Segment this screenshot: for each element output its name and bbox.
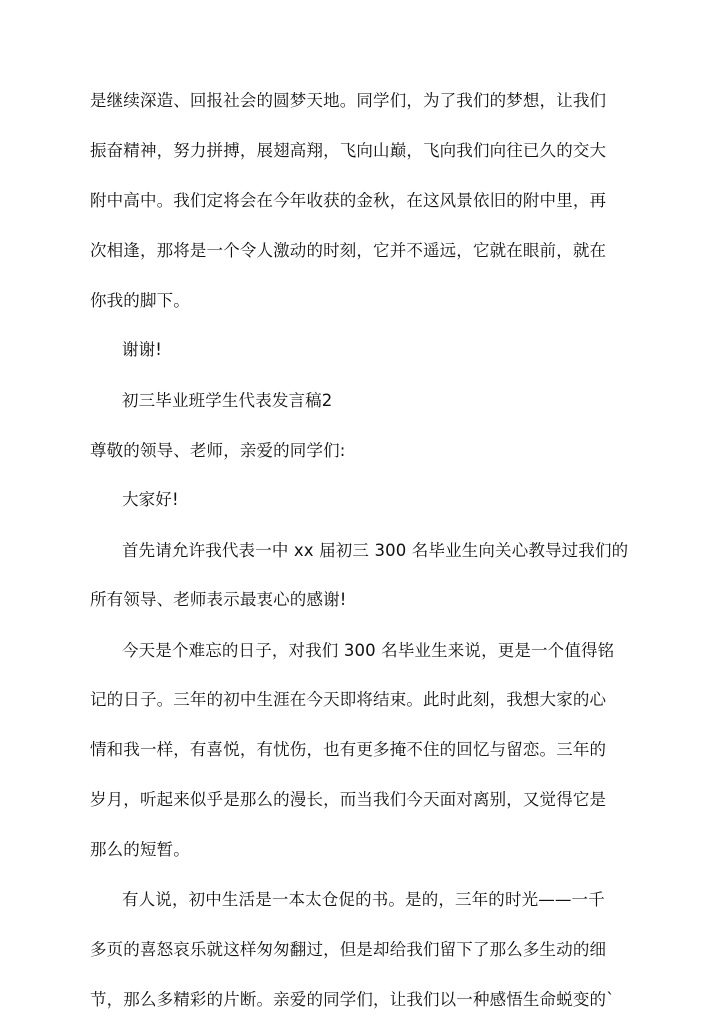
paragraph-line: 是继续深造、回报社会的圆梦天地。同学们，为了我们的梦想，让我们 bbox=[90, 91, 607, 110]
paragraph-line: 你我的脚下。 bbox=[90, 291, 190, 310]
salutation-line: 尊敬的领导、老师，亲爱的同学们: bbox=[90, 441, 346, 460]
thanks-line: 谢谢! bbox=[122, 340, 163, 359]
paragraph-line: 节，那么多精彩的片断。亲爱的同学们，让我们以一种感悟生命蜕变的` bbox=[90, 990, 615, 1009]
paragraph-line: 次相逢，那将是一个令人激动的时刻，它并不遥远，它就在眼前，就在 bbox=[90, 241, 607, 260]
paragraph-line: 记的日子。三年的初中生涯在今天即将结束。此时此刻，我想大家的心 bbox=[90, 690, 607, 709]
paragraph-line: 情和我一样，有喜悦，有忧伤，也有更多掩不住的回忆与留恋。三年的 bbox=[90, 740, 607, 759]
paragraph-line: 首先请允许我代表一中 xx 届初三 300 名毕业生向关心教导过我们的 bbox=[122, 541, 629, 560]
paragraph-line: 振奋精神，努力拼搏，展翅高翔，飞向山巅，飞向我们向往已久的交大 bbox=[90, 141, 607, 160]
paragraph-line: 附中高中。我们定将会在今年收获的金秋，在这风景依旧的附中里，再 bbox=[90, 191, 607, 210]
paragraph-line: 所有领导、老师表示最衷心的感谢! bbox=[90, 590, 347, 609]
greeting-line: 大家好! bbox=[122, 490, 179, 509]
paragraph-line: 那么的短暂。 bbox=[90, 840, 190, 859]
section-heading: 初三毕业班学生代表发言稿2 bbox=[122, 391, 333, 410]
paragraph-line: 岁月，听起来似乎是那么的漫长，而当我们今天面对离别，又觉得它是 bbox=[90, 790, 607, 809]
paragraph-line: 多页的喜怒哀乐就这样匆匆翻过，但是却给我们留下了那么多生动的细 bbox=[90, 940, 607, 959]
paragraph-line: 有人说，初中生活是一本太仓促的书。是的，三年的时光——一千 bbox=[122, 890, 605, 909]
paragraph-line: 今天是个难忘的日子，对我们 300 名毕业生来说，更是一个值得铭 bbox=[122, 641, 615, 660]
